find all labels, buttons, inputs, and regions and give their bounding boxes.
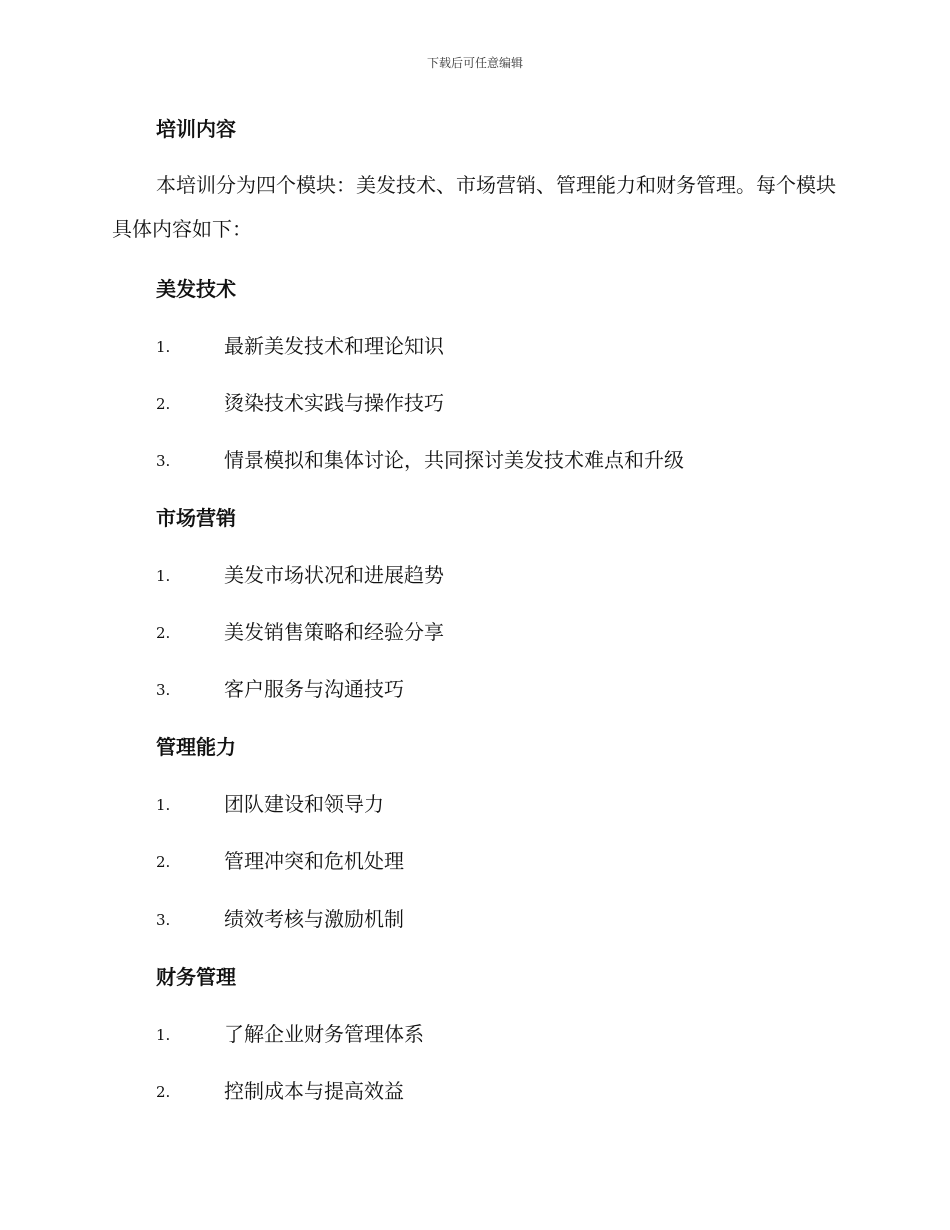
list-item xyxy=(0,906,950,934)
list-item xyxy=(0,447,950,475)
page-header: 下载后可任意编辑 xyxy=(426,56,523,70)
list-text: 团队建设和领导力 xyxy=(224,792,384,816)
list-text: 美发销售策略和经验分享 xyxy=(224,620,444,644)
section-heading: 美发技术 xyxy=(156,277,236,301)
list-text: 最新美发技术和理论知识 xyxy=(224,334,444,358)
list-number: 2. xyxy=(156,395,171,413)
list-number: 2. xyxy=(156,853,171,871)
list-number: 2. xyxy=(156,624,171,642)
list-text: 客户服务与沟通技巧 xyxy=(224,677,404,701)
list-number: 1. xyxy=(156,1026,171,1044)
list-item xyxy=(0,676,950,704)
list-item xyxy=(0,390,950,418)
list-text: 美发市场状况和进展趋势 xyxy=(224,563,444,587)
list-number: 3. xyxy=(156,911,171,929)
list-number: 1. xyxy=(156,567,171,585)
list-text: 情景模拟和集体讨论，共同探讨美发技术难点和升级 xyxy=(224,448,684,472)
section-heading: 市场营销 xyxy=(156,506,236,530)
list-item xyxy=(0,1078,950,1106)
list-item xyxy=(0,848,950,876)
list-item xyxy=(0,333,950,361)
list-text: 控制成本与提高效益 xyxy=(224,1079,404,1103)
intro-paragraph: 本培训分为四个模块：美发技术、市场营销、管理能力和财务管理。每个模块具体内容如下： xyxy=(112,173,836,241)
list-number: 1. xyxy=(156,796,171,814)
list-text: 烫染技术实践与操作技巧 xyxy=(224,391,444,415)
list-item xyxy=(0,1021,950,1049)
list-item xyxy=(0,562,950,590)
list-number: 3. xyxy=(156,452,171,470)
title-heading: 培训内容 xyxy=(156,117,236,141)
list-text: 绩效考核与激励机制 xyxy=(224,907,404,931)
list-number: 1. xyxy=(156,338,171,356)
list-number: 2. xyxy=(156,1083,171,1101)
section-heading: 管理能力 xyxy=(156,735,236,759)
list-item xyxy=(0,619,950,647)
list-text: 了解企业财务管理体系 xyxy=(224,1022,424,1046)
section-heading: 财务管理 xyxy=(156,965,236,989)
list-item xyxy=(0,791,950,819)
list-number: 3. xyxy=(156,681,171,699)
list-text: 管理冲突和危机处理 xyxy=(224,849,404,873)
